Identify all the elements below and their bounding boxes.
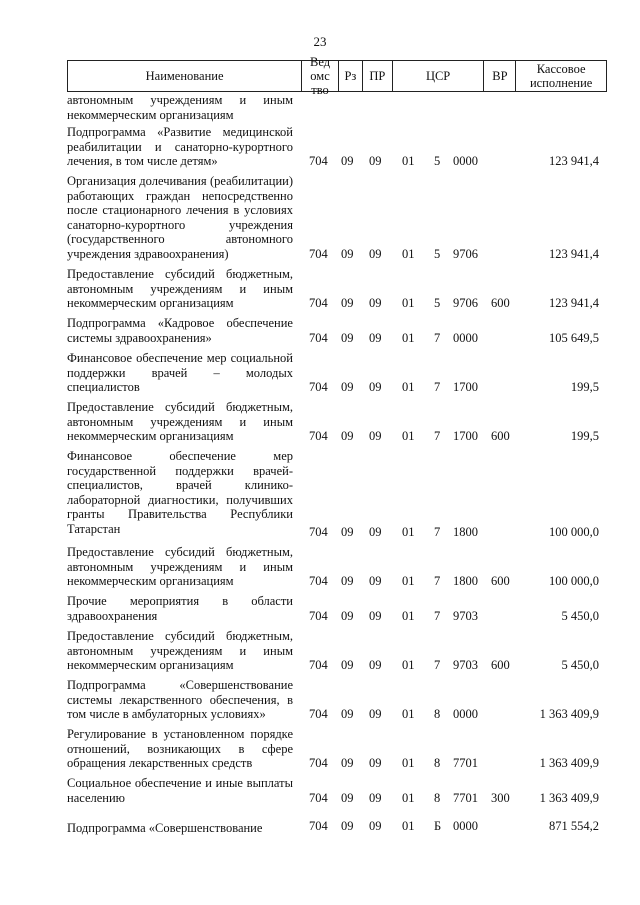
cell-kas: 199,5: [570, 380, 599, 395]
cell-csr-2: Б: [434, 819, 442, 834]
cell-ved: 704: [309, 525, 328, 540]
table-row: [67, 351, 607, 395]
row-name: Социальное обеспечение и иные выплаты населению: [67, 776, 293, 805]
cell-kas: 123 941,4: [549, 247, 599, 262]
cell-pr: 09: [369, 707, 382, 722]
row-name: Подпрограмма «Совершенствование: [67, 821, 263, 835]
cell-ved: 704: [309, 791, 328, 806]
cell-kas: 871 554,2: [549, 819, 599, 834]
header-ved: [302, 55, 339, 97]
cell-csr-2: 5: [434, 247, 441, 262]
cell-csr-3: 1800: [453, 574, 478, 589]
cell-csr-2: 7: [434, 380, 441, 395]
cell-vr: 600: [491, 429, 510, 444]
cell-rz: 09: [341, 380, 354, 395]
cell-csr-3: 9703: [453, 609, 478, 624]
cell-csr-1: 01: [402, 380, 415, 395]
table-row: [67, 594, 607, 624]
cell-pr: 09: [369, 791, 382, 806]
table-row: [67, 776, 607, 806]
cell-vr: 300: [491, 791, 510, 806]
cell-ved: 704: [309, 429, 328, 444]
cell-vr: 600: [491, 574, 510, 589]
cell-kas: 199,5: [570, 429, 599, 444]
cell-rz: 09: [341, 247, 354, 262]
table-row: [67, 267, 607, 311]
table-row: [67, 400, 607, 444]
cell-csr-2: 7: [434, 574, 441, 589]
cell-csr-1: 01: [402, 819, 415, 834]
cell-pr: 09: [369, 609, 382, 624]
cell-pr: 09: [369, 429, 382, 444]
row-name: Финансовое обеспечение мер социальной поддержки врачей – молодых специалистов: [67, 351, 293, 395]
page-number: 23: [313, 34, 327, 49]
cell-csr-2: 8: [434, 756, 441, 771]
cell-csr-1: 01: [402, 658, 415, 673]
cell-csr-1: 01: [402, 791, 415, 806]
header-kas: Кассовое исполнение: [529, 62, 593, 90]
cell-rz: 09: [341, 756, 354, 771]
cell-csr-3: 0000: [453, 707, 478, 722]
cell-rz: 09: [341, 707, 354, 722]
cell-kas: 1 363 409,9: [539, 791, 599, 806]
cell-kas: 100 000,0: [549, 574, 599, 589]
cell-csr-3: 0000: [453, 819, 478, 834]
cell-csr-3: 0000: [453, 331, 478, 346]
table-row: [67, 174, 607, 262]
cell-ved: 704: [309, 756, 328, 771]
cell-csr-1: 01: [402, 154, 415, 169]
cell-rz: 09: [341, 658, 354, 673]
cell-pr: 09: [369, 296, 382, 311]
cell-ved: 704: [309, 658, 328, 673]
cell-csr-2: 7: [434, 609, 441, 624]
cell-csr-2: 5: [434, 296, 441, 311]
cell-ved: 704: [309, 819, 328, 834]
cell-csr-1: 01: [402, 525, 415, 540]
header-vr: ВР: [484, 61, 516, 91]
cell-kas: 5 450,0: [561, 658, 599, 673]
cell-rz: 09: [341, 574, 354, 589]
header-pr: ПР: [363, 61, 393, 91]
row-name: Регулирование в установленном порядке отношений, возникающих в сфере обращения лекарственных средств: [67, 727, 293, 771]
cell-rz: 09: [341, 525, 354, 540]
table-row: [67, 93, 607, 123]
row-name: автономным учреждениям и иным некоммерческим организациям: [67, 93, 293, 122]
cell-ved: 704: [309, 154, 328, 169]
cell-ved: 704: [309, 707, 328, 722]
cell-csr-1: 01: [402, 609, 415, 624]
row-name: Подпрограмма «Совершенствование системы лекарственного обеспечения, в том числе в амбулаторных условиях»: [67, 678, 293, 722]
header-name: Наименование: [68, 61, 302, 91]
cell-csr-3: 0000: [453, 154, 478, 169]
row-name: Предоставление субсидий бюджетным, автономным учреждениям и иным некоммерческим организациям: [67, 545, 293, 589]
table-row: [67, 818, 607, 834]
cell-csr-2: 8: [434, 707, 441, 722]
cell-csr-1: 01: [402, 707, 415, 722]
cell-csr-1: 01: [402, 331, 415, 346]
header-rz: Рз: [339, 61, 363, 91]
cell-csr-2: 8: [434, 791, 441, 806]
cell-csr-2: 7: [434, 658, 441, 673]
cell-pr: 09: [369, 247, 382, 262]
cell-pr: 09: [369, 658, 382, 673]
cell-kas: 1 363 409,9: [539, 756, 599, 771]
cell-rz: 09: [341, 429, 354, 444]
cell-csr-3: 1700: [453, 380, 478, 395]
cell-pr: 09: [369, 154, 382, 169]
table-row: [67, 316, 607, 346]
table-row: [67, 629, 607, 673]
cell-csr-1: 01: [402, 574, 415, 589]
cell-rz: 09: [341, 296, 354, 311]
table-header: [67, 55, 607, 97]
cell-ved: 704: [309, 247, 328, 262]
cell-csr-3: 9706: [453, 296, 478, 311]
table-row: [67, 727, 607, 771]
cell-kas: 123 941,4: [549, 154, 599, 169]
cell-rz: 09: [341, 331, 354, 346]
cell-ved: 704: [309, 380, 328, 395]
cell-kas: 123 941,4: [549, 296, 599, 311]
cell-pr: 09: [369, 331, 382, 346]
row-name: Организация долечивания (реабилитации) работающих граждан непосредственно после стационарного лечения в условиях санаторно-курортного учреждения (государственного автономного учреждения здравоохранения): [67, 174, 293, 261]
table-row: [67, 678, 607, 722]
cell-csr-3: 9706: [453, 247, 478, 262]
cell-csr-1: 01: [402, 429, 415, 444]
header-ved-text: Ведомство: [310, 55, 331, 97]
cell-csr-2: 7: [434, 331, 441, 346]
cell-csr-3: 1800: [453, 525, 478, 540]
cell-csr-2: 5: [434, 154, 441, 169]
cell-ved: 704: [309, 331, 328, 346]
cell-vr: 600: [491, 658, 510, 673]
cell-pr: 09: [369, 574, 382, 589]
cell-kas: 5 450,0: [561, 609, 599, 624]
row-name: Предоставление субсидий бюджетным, автономным учреждениям и иным некоммерческим организациям: [67, 267, 293, 311]
row-name: Подпрограмма «Кадровое обеспечение системы здравоохранения»: [67, 316, 293, 345]
cell-rz: 09: [341, 609, 354, 624]
row-name: Прочие мероприятия в области здравоохранения: [67, 594, 293, 623]
cell-csr-2: 7: [434, 429, 441, 444]
cell-csr-3: 9703: [453, 658, 478, 673]
header-csr: ЦСР: [393, 61, 485, 91]
cell-pr: 09: [369, 525, 382, 540]
cell-rz: 09: [341, 791, 354, 806]
cell-csr-1: 01: [402, 296, 415, 311]
cell-vr: 600: [491, 296, 510, 311]
row-name: Предоставление субсидий бюджетным, автономным учреждениям и иным некоммерческим организациям: [67, 629, 293, 673]
cell-rz: 09: [341, 819, 354, 834]
cell-ved: 704: [309, 296, 328, 311]
cell-pr: 09: [369, 819, 382, 834]
row-name: Подпрограмма «Развитие медицинской реабилитации и санаторно-курортного лечения, в том числе детям»: [67, 125, 293, 169]
row-name: Финансовое обеспечение мер государственной поддержки врачей-специалистов, врачей клинико-лабораторной диагностики, получивших гранты Правительства Республики Татарстан: [67, 449, 293, 536]
cell-csr-3: 7701: [453, 791, 478, 806]
cell-ved: 704: [309, 574, 328, 589]
cell-kas: 100 000,0: [549, 525, 599, 540]
cell-csr-1: 01: [402, 756, 415, 771]
cell-csr-1: 01: [402, 247, 415, 262]
table-row: [67, 125, 607, 169]
table-row: [67, 449, 607, 540]
cell-rz: 09: [341, 154, 354, 169]
cell-pr: 09: [369, 756, 382, 771]
cell-csr-2: 7: [434, 525, 441, 540]
table-row: [67, 545, 607, 589]
cell-kas: 1 363 409,9: [539, 707, 599, 722]
cell-csr-3: 1700: [453, 429, 478, 444]
cell-ved: 704: [309, 609, 328, 624]
cell-pr: 09: [369, 380, 382, 395]
cell-kas: 105 649,5: [549, 331, 599, 346]
cell-csr-3: 7701: [453, 756, 478, 771]
row-name: Предоставление субсидий бюджетным, автономным учреждениям и иным некоммерческим организациям: [67, 400, 293, 444]
